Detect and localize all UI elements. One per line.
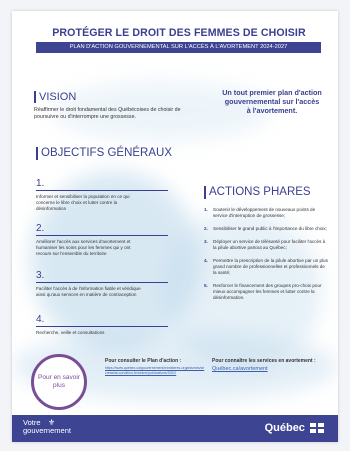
- action-text: Renforcer le financement des groupes pro-choix pour mieux accompagner les femmes et lutter contre la désinformation.: [213, 283, 322, 300]
- quebec-flag-icon: [310, 423, 324, 433]
- votre-text: Votre: [23, 418, 41, 427]
- services-link[interactable]: Québec.ca/avortement: [212, 366, 268, 372]
- objectives-heading: OBJECTIFS GÉNÉRAUX: [36, 147, 172, 160]
- action-item: [204, 207, 329, 219]
- action-item: [204, 283, 329, 301]
- gouvernement-text: gouvernement: [23, 426, 71, 435]
- objective-number: 1.: [36, 178, 168, 191]
- poster-title: PROTÉGER LE DROIT DES FEMMES DE CHOISIR: [52, 27, 306, 39]
- quebec-logo: [265, 422, 324, 434]
- poster-subtitle: PLAN D'ACTION GOUVERNEMENTAL SUR L'ACCÈS À L'AVORTEMENT 2024-2027: [36, 42, 321, 53]
- callout-text: Un tout premier plan d'action gouvernemental sur l'accès à l'avortement.: [222, 88, 322, 115]
- footer-bar: [12, 415, 338, 442]
- objective-text: Faciliter l'accès à de l'information fiable et véridique ainsi qu'aux services en matière de contraception: [36, 286, 141, 297]
- consult-plan: [105, 358, 205, 376]
- action-text: Déployer un service de télésanté pour faciliter l'accès à la pilule abortive partout au Québec;: [213, 239, 326, 250]
- votre-gouvernement-logo: [23, 419, 71, 435]
- objective-item: [36, 223, 168, 257]
- objective-text: Informer et sensibiliser la population en ce qui concerne le libre choix et lutter contre la désinformation: [36, 194, 130, 211]
- poster: [12, 11, 338, 442]
- vision-section: [34, 91, 184, 121]
- action-number: 1.: [204, 207, 208, 212]
- action-number: 3.: [204, 239, 208, 244]
- vision-heading: VISION: [34, 91, 184, 103]
- action-text: Permettre la prescription de la pilule abortive par un plus grand nombre de professionnelles et professionnels de la santé;: [213, 258, 328, 275]
- learn-more-circle[interactable]: [31, 354, 87, 410]
- services-label: Pour connaître les services en avortement :: [212, 358, 316, 364]
- quebec-text: Québec: [264, 422, 305, 434]
- learn-more-label: Pour en savoir plus: [38, 374, 80, 389]
- action-number: 4.: [204, 258, 208, 263]
- action-number: 2.: [204, 226, 208, 231]
- services-info: [212, 358, 327, 372]
- objective-number: 2.: [36, 223, 168, 236]
- actions-list: [204, 207, 329, 308]
- fleur-de-lis-icon: ⚜: [48, 418, 56, 427]
- action-text: Soutenir le développement de nouveaux points de service d'interruption de grossesse;: [213, 207, 316, 218]
- consult-label: Pour consulter le Plan d'action :: [105, 358, 182, 364]
- objective-item: [36, 270, 168, 298]
- objective-item: [36, 178, 168, 212]
- objective-item: [36, 314, 168, 336]
- action-item: [204, 226, 329, 232]
- consult-link[interactable]: https://www.quebec.ca/gouvernement/ministeres-organismes/secretariat-condition-feminine/publications/SS02: [105, 366, 205, 375]
- action-number: 5.: [204, 283, 208, 288]
- action-item: [204, 258, 329, 276]
- action-item: [204, 239, 329, 251]
- action-text: Sensibiliser le grand public à l'importance du libre choix;: [213, 226, 327, 231]
- objective-number: 3.: [36, 270, 168, 283]
- actions-heading: ACTIONS PHARES: [204, 186, 311, 199]
- objective-text: Améliorer l'accès aux services d'avortement et humaniser les soins pour les femmes qui y ont recours sur l'ensemble du territoire: [36, 239, 131, 256]
- vision-text: Réaffirmer le droit fondamental des Québécoises de choisir de poursuivre ou d'interrompre une grossesse.: [34, 107, 181, 120]
- objective-text: Recherche, veille et consultations: [36, 330, 105, 335]
- objective-number: 4.: [36, 314, 168, 327]
